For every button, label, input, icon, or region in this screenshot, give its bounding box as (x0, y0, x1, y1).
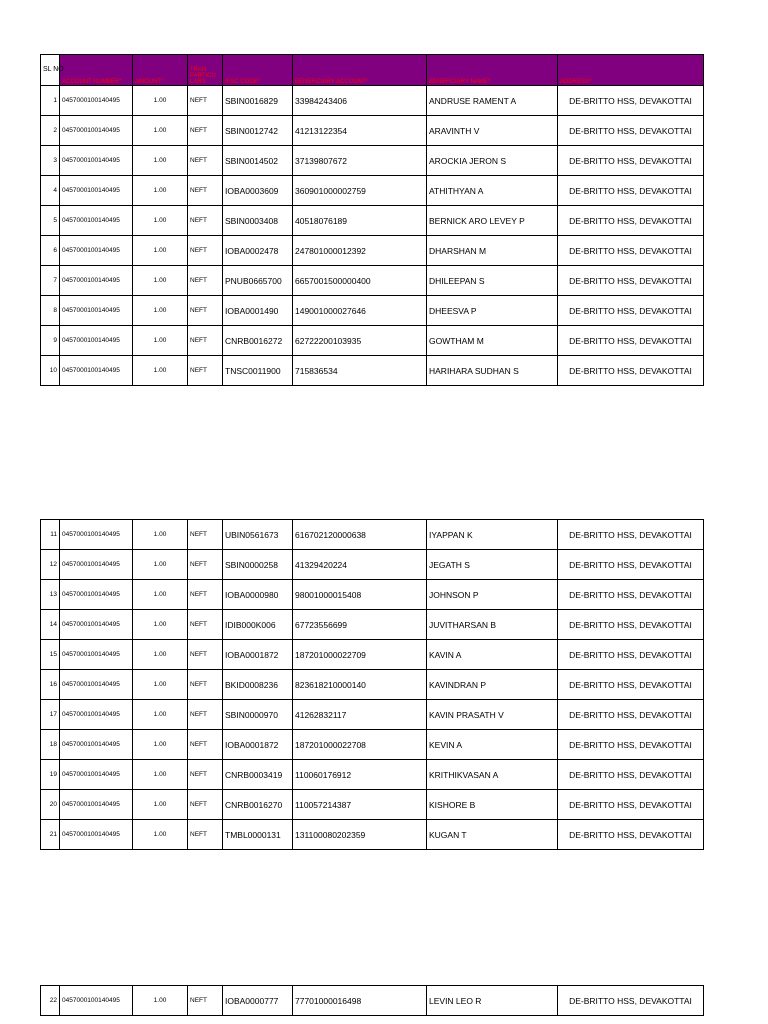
account-number-cell: 0457000100140495 (60, 296, 133, 326)
address-cell: DE-BRITTO HSS, DEVAKOTTAI (558, 760, 704, 790)
address-cell: DE-BRITTO HSS, DEVAKOTTAI (558, 296, 704, 326)
tran-particulars-cell: NEFT (188, 790, 223, 820)
sl-no-cell: 14 (41, 610, 60, 640)
beneficiary-account-cell: 187201000022708 (293, 730, 427, 760)
header-beneficiary-account: BENEFICIARY ACCOUNT* (293, 55, 427, 86)
beneficiary-name-cell: GOWTHAM M (427, 326, 558, 356)
address-cell: DE-BRITTO HSS, DEVAKOTTAI (558, 266, 704, 296)
beneficiary-account-cell: 98001000015408 (293, 580, 427, 610)
header-amount: AMOUNT* (133, 55, 188, 86)
address-cell: DE-BRITTO HSS, DEVAKOTTAI (558, 986, 704, 1016)
amount-cell: 1.00 (133, 296, 188, 326)
sl-no-cell: 13 (41, 580, 60, 610)
beneficiary-name-cell: KAVINDRAN P (427, 670, 558, 700)
table-row (41, 790, 704, 820)
address-cell: DE-BRITTO HSS, DEVAKOTTAI (558, 550, 704, 580)
ifsc-code-cell: IOBA0000777 (223, 986, 293, 1016)
sl-no-cell: 3 (41, 146, 60, 176)
table-row (41, 986, 704, 1016)
sl-no-cell: 6 (41, 236, 60, 266)
ifsc-code-cell: IDIB000K006 (223, 610, 293, 640)
table-row (41, 206, 704, 236)
ifsc-code-cell: IOBA0001490 (223, 296, 293, 326)
beneficiary-name-cell: ATHITHYAN A (427, 176, 558, 206)
beneficiary-account-cell: 41213122354 (293, 116, 427, 146)
account-number-cell: 0457000100140495 (60, 580, 133, 610)
address-cell: DE-BRITTO HSS, DEVAKOTTAI (558, 116, 704, 146)
account-number-cell: 0457000100140495 (60, 550, 133, 580)
address-cell: DE-BRITTO HSS, DEVAKOTTAI (558, 176, 704, 206)
amount-cell: 1.00 (133, 986, 188, 1016)
beneficiary-name-cell: KISHORE B (427, 790, 558, 820)
account-number-cell: 0457000100140495 (60, 790, 133, 820)
beneficiary-account-cell: 62722200103935 (293, 326, 427, 356)
beneficiary-name-cell: KUGAN T (427, 820, 558, 850)
table-row (41, 266, 704, 296)
ifsc-code-cell: IOBA0002478 (223, 236, 293, 266)
amount-cell: 1.00 (133, 610, 188, 640)
sl-no-cell: 8 (41, 296, 60, 326)
ifsc-code-cell: SBIN0003408 (223, 206, 293, 236)
tran-particulars-cell: NEFT (188, 176, 223, 206)
beneficiary-name-cell: DHILEEPAN S (427, 266, 558, 296)
beneficiary-account-cell: 110060176912 (293, 760, 427, 790)
table-row (41, 670, 704, 700)
tran-particulars-cell: NEFT (188, 356, 223, 386)
sl-no-cell: 16 (41, 670, 60, 700)
amount-cell: 1.00 (133, 730, 188, 760)
tran-particulars-cell: NEFT (188, 326, 223, 356)
amount-cell: 1.00 (133, 176, 188, 206)
beneficiary-account-cell: 41262832117 (293, 700, 427, 730)
sl-no-cell: 19 (41, 760, 60, 790)
account-number-cell: 0457000100140495 (60, 730, 133, 760)
address-cell: DE-BRITTO HSS, DEVAKOTTAI (558, 790, 704, 820)
amount-cell: 1.00 (133, 146, 188, 176)
account-number-cell: 0457000100140495 (60, 146, 133, 176)
sl-no-cell: 17 (41, 700, 60, 730)
account-number-cell: 0457000100140495 (60, 206, 133, 236)
tran-particulars-cell: NEFT (188, 730, 223, 760)
beneficiary-account-cell: 41329420224 (293, 550, 427, 580)
account-number-cell: 0457000100140495 (60, 86, 133, 116)
address-cell: DE-BRITTO HSS, DEVAKOTTAI (558, 520, 704, 550)
table-body (41, 520, 704, 850)
ifsc-code-cell: IOBA0003609 (223, 176, 293, 206)
ifsc-code-cell: SBIN0000970 (223, 700, 293, 730)
amount-cell: 1.00 (133, 760, 188, 790)
account-number-cell: 0457000100140495 (60, 236, 133, 266)
table-row (41, 86, 704, 116)
table-row (41, 326, 704, 356)
amount-cell: 1.00 (133, 670, 188, 700)
table-row (41, 296, 704, 326)
sl-no-cell: 22 (41, 986, 60, 1016)
table-row (41, 116, 704, 146)
address-cell: DE-BRITTO HSS, DEVAKOTTAI (558, 670, 704, 700)
beneficiary-name-cell: ANDRUSE RAMENT A (427, 86, 558, 116)
ifsc-code-cell: IOBA0000980 (223, 580, 293, 610)
account-number-cell: 0457000100140495 (60, 640, 133, 670)
beneficiary-account-cell: 40518076189 (293, 206, 427, 236)
header-tran-particulars: TRAN PARTICU LARS (188, 55, 223, 86)
beneficiary-account-cell: 131100080202359 (293, 820, 427, 850)
beneficiary-account-cell: 110057214387 (293, 790, 427, 820)
beneficiary-name-cell: IYAPPAN K (427, 520, 558, 550)
amount-cell: 1.00 (133, 700, 188, 730)
tran-particulars-cell: NEFT (188, 296, 223, 326)
address-cell: DE-BRITTO HSS, DEVAKOTTAI (558, 820, 704, 850)
header-beneficiary-name: BENEFICIARY NAME* (427, 55, 558, 86)
address-cell: DE-BRITTO HSS, DEVAKOTTAI (558, 730, 704, 760)
sl-no-cell: 4 (41, 176, 60, 206)
sl-no-cell: 10 (41, 356, 60, 386)
beneficiary-name-cell: ARAVINTH V (427, 116, 558, 146)
header-account-number: ACCOUNT NUMBER* (60, 55, 133, 86)
address-cell: DE-BRITTO HSS, DEVAKOTTAI (558, 640, 704, 670)
amount-cell: 1.00 (133, 86, 188, 116)
beneficiary-account-cell: 149001000027646 (293, 296, 427, 326)
beneficiary-account-cell: 6657001500000400 (293, 266, 427, 296)
beneficiary-name-cell: KEVIN A (427, 730, 558, 760)
sl-no-cell: 20 (41, 790, 60, 820)
address-cell: DE-BRITTO HSS, DEVAKOTTAI (558, 356, 704, 386)
beneficiary-name-cell: KAVIN A (427, 640, 558, 670)
tran-particulars-cell: NEFT (188, 640, 223, 670)
tran-particulars-cell: NEFT (188, 986, 223, 1016)
tran-particulars-cell: NEFT (188, 670, 223, 700)
amount-cell: 1.00 (133, 550, 188, 580)
header-address: ADDRESS* (558, 55, 704, 86)
amount-cell: 1.00 (133, 820, 188, 850)
tran-particulars-cell: NEFT (188, 700, 223, 730)
amount-cell: 1.00 (133, 326, 188, 356)
account-number-cell: 0457000100140495 (60, 356, 133, 386)
beneficiary-name-cell: JUVITHARSAN B (427, 610, 558, 640)
beneficiary-account-cell: 616702120000638 (293, 520, 427, 550)
address-cell: DE-BRITTO HSS, DEVAKOTTAI (558, 236, 704, 266)
beneficiary-account-cell: 33984243406 (293, 86, 427, 116)
account-number-cell: 0457000100140495 (60, 266, 133, 296)
beneficiary-account-cell: 715836534 (293, 356, 427, 386)
ifsc-code-cell: BKID0008236 (223, 670, 293, 700)
table-row (41, 640, 704, 670)
amount-cell: 1.00 (133, 266, 188, 296)
beneficiary-table-2 (40, 519, 704, 850)
sl-no-cell: 21 (41, 820, 60, 850)
amount-cell: 1.00 (133, 116, 188, 146)
sl-no-cell: 15 (41, 640, 60, 670)
table-row (41, 236, 704, 266)
table-row (41, 356, 704, 386)
ifsc-code-cell: IOBA0001872 (223, 730, 293, 760)
sl-no-cell: 1 (41, 86, 60, 116)
account-number-cell: 0457000100140495 (60, 610, 133, 640)
ifsc-code-cell: UBIN0561673 (223, 520, 293, 550)
amount-cell: 1.00 (133, 520, 188, 550)
address-cell: DE-BRITTO HSS, DEVAKOTTAI (558, 206, 704, 236)
beneficiary-name-cell: AROCKIA JERON S (427, 146, 558, 176)
table-row (41, 760, 704, 790)
tran-particulars-cell: NEFT (188, 610, 223, 640)
table-row (41, 550, 704, 580)
amount-cell: 1.00 (133, 580, 188, 610)
address-cell: DE-BRITTO HSS, DEVAKOTTAI (558, 700, 704, 730)
tran-particulars-cell: NEFT (188, 236, 223, 266)
ifsc-code-cell: CNRB0016272 (223, 326, 293, 356)
header-sl-no: SL NO (41, 55, 60, 86)
table-body (41, 86, 704, 386)
ifsc-code-cell: TNSC0011900 (223, 356, 293, 386)
beneficiary-table-1 (40, 54, 704, 386)
beneficiary-account-cell: 823618210000140 (293, 670, 427, 700)
beneficiary-account-cell: 77701000016498 (293, 986, 427, 1016)
account-number-cell: 0457000100140495 (60, 326, 133, 356)
beneficiary-name-cell: BERNICK ARO LEVEY P (427, 206, 558, 236)
tran-particulars-cell: NEFT (188, 266, 223, 296)
ifsc-code-cell: SBIN0014502 (223, 146, 293, 176)
account-number-cell: 0457000100140495 (60, 760, 133, 790)
tran-particulars-cell: NEFT (188, 820, 223, 850)
address-cell: DE-BRITTO HSS, DEVAKOTTAI (558, 610, 704, 640)
account-number-cell: 0457000100140495 (60, 116, 133, 146)
account-number-cell: 0457000100140495 (60, 700, 133, 730)
ifsc-code-cell: CNRB0016270 (223, 790, 293, 820)
header-row (41, 55, 704, 86)
beneficiary-name-cell: LEVIN LEO R (427, 986, 558, 1016)
amount-cell: 1.00 (133, 640, 188, 670)
beneficiary-name-cell: JEGATH S (427, 550, 558, 580)
table-row (41, 580, 704, 610)
table-row (41, 520, 704, 550)
sl-no-cell: 2 (41, 116, 60, 146)
address-cell: DE-BRITTO HSS, DEVAKOTTAI (558, 146, 704, 176)
account-number-cell: 0457000100140495 (60, 670, 133, 700)
account-number-cell: 0457000100140495 (60, 176, 133, 206)
tran-particulars-cell: NEFT (188, 86, 223, 116)
table-row (41, 610, 704, 640)
account-number-cell: 0457000100140495 (60, 986, 133, 1016)
amount-cell: 1.00 (133, 206, 188, 236)
table-body (41, 986, 704, 1016)
ifsc-code-cell: CNRB0003419 (223, 760, 293, 790)
beneficiary-name-cell: KRITHIKVASAN A (427, 760, 558, 790)
address-cell: DE-BRITTO HSS, DEVAKOTTAI (558, 580, 704, 610)
table-row (41, 146, 704, 176)
beneficiary-account-cell: 37139807672 (293, 146, 427, 176)
ifsc-code-cell: SBIN0012742 (223, 116, 293, 146)
sl-no-cell: 11 (41, 520, 60, 550)
tran-particulars-cell: NEFT (188, 520, 223, 550)
amount-cell: 1.00 (133, 236, 188, 266)
sl-no-cell: 18 (41, 730, 60, 760)
header-ifsc-code: IFSC CODE* (223, 55, 293, 86)
amount-cell: 1.00 (133, 790, 188, 820)
beneficiary-account-cell: 360901000002759 (293, 176, 427, 206)
sl-no-cell: 9 (41, 326, 60, 356)
address-cell: DE-BRITTO HSS, DEVAKOTTAI (558, 326, 704, 356)
ifsc-code-cell: PNUB0665700 (223, 266, 293, 296)
ifsc-code-cell: SBIN0016829 (223, 86, 293, 116)
account-number-cell: 0457000100140495 (60, 520, 133, 550)
tran-particulars-cell: NEFT (188, 760, 223, 790)
table-row (41, 176, 704, 206)
ifsc-code-cell: TMBL0000131 (223, 820, 293, 850)
tran-particulars-cell: NEFT (188, 116, 223, 146)
sl-no-cell: 12 (41, 550, 60, 580)
beneficiary-name-cell: DHARSHAN M (427, 236, 558, 266)
table-row (41, 700, 704, 730)
ifsc-code-cell: IOBA0001872 (223, 640, 293, 670)
beneficiary-table-3 (40, 985, 704, 1016)
beneficiary-name-cell: KAVIN PRASATH V (427, 700, 558, 730)
table-row (41, 820, 704, 850)
sl-no-cell: 7 (41, 266, 60, 296)
sl-no-cell: 5 (41, 206, 60, 236)
tran-particulars-cell: NEFT (188, 550, 223, 580)
beneficiary-account-cell: 67723556699 (293, 610, 427, 640)
table-row (41, 730, 704, 760)
ifsc-code-cell: SBIN0000258 (223, 550, 293, 580)
address-cell: DE-BRITTO HSS, DEVAKOTTAI (558, 86, 704, 116)
tran-particulars-cell: NEFT (188, 580, 223, 610)
tran-particulars-cell: NEFT (188, 146, 223, 176)
beneficiary-name-cell: DHEESVA P (427, 296, 558, 326)
beneficiary-account-cell: 247801000012392 (293, 236, 427, 266)
beneficiary-name-cell: JOHNSON P (427, 580, 558, 610)
tran-particulars-cell: NEFT (188, 206, 223, 236)
beneficiary-name-cell: HARIHARA SUDHAN S (427, 356, 558, 386)
beneficiary-account-cell: 187201000022709 (293, 640, 427, 670)
amount-cell: 1.00 (133, 356, 188, 386)
account-number-cell: 0457000100140495 (60, 820, 133, 850)
